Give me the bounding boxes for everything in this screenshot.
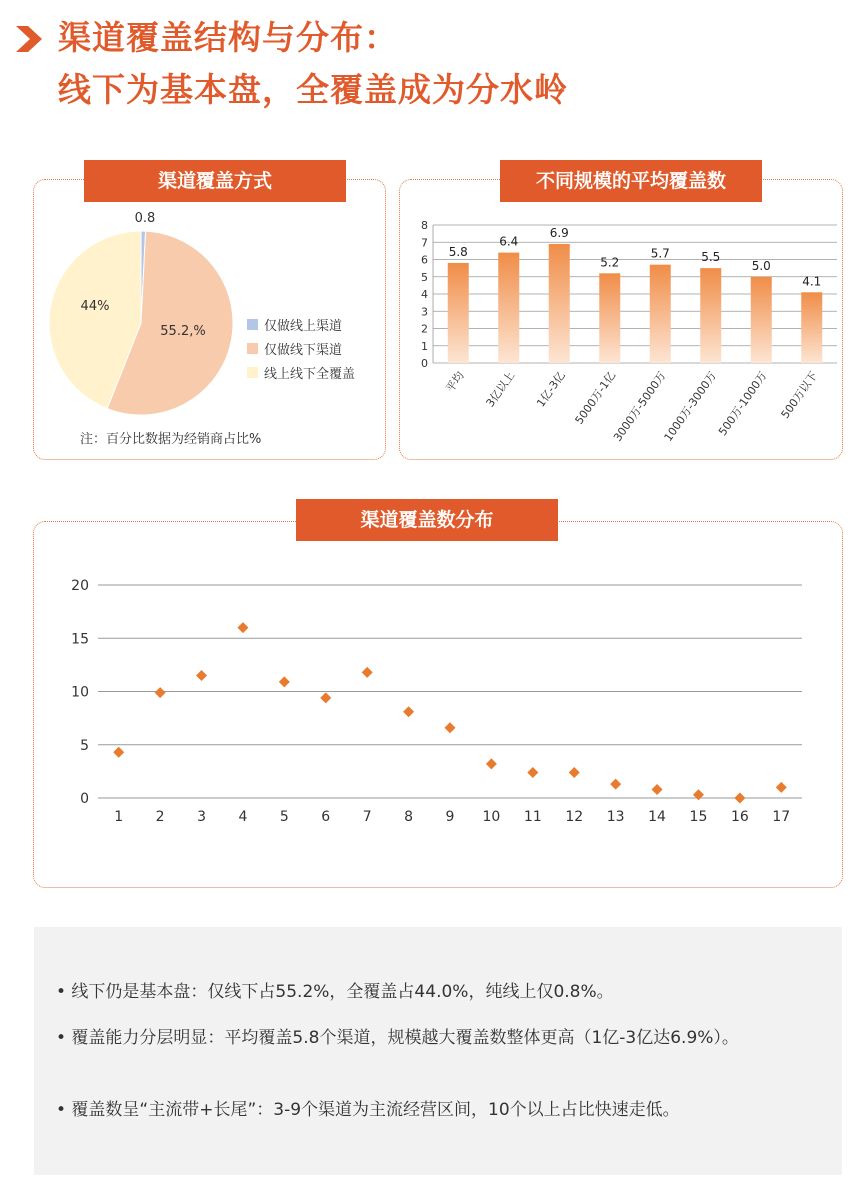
y-tick-label: 2 [421,322,428,336]
x-tick-label: 4 [238,809,248,825]
y-tick-label: 8 [421,219,428,232]
bar-data-label: 6.9 [549,225,569,240]
scatter-point [693,789,704,800]
scatter-point [403,706,414,717]
bar [498,253,519,363]
pie-note: 注：百分比数据为经销商占比% [80,432,262,447]
x-tick-label: 1000万-3000万 [661,369,720,444]
y-tick-label: 0 [80,791,89,807]
scatter-point [320,692,331,703]
scatter-point [652,784,663,795]
bar [448,263,469,363]
bar [751,277,772,363]
bar-data-label: 4.1 [802,274,822,289]
bar-panel-title: 不同规模的平均覆盖数 [500,160,762,202]
bar [549,244,570,363]
scatter-point [610,779,621,790]
scatter-point [196,670,207,681]
pie-legend [247,312,355,384]
scatter-point [155,687,166,698]
legend-item-online [247,312,355,336]
y-tick-label: 1 [421,339,428,353]
bar-data-label: 5.5 [701,250,721,265]
legend-item-full [247,360,355,384]
bar [801,292,822,363]
pie-chart [40,200,250,425]
x-tick-label: 5000万-1亿 [572,369,619,427]
x-tick-label: 9 [445,809,455,825]
scatter-point [362,667,373,678]
summary-bullet-2: • 覆盖能力分层明显：平均覆盖5.8个渠道，规模越大覆盖数整体更高（1亿-3亿达6.9%）。 [56,1028,739,1048]
legend-label: 仅做线上渠道 [264,318,343,334]
y-tick-label: 7 [421,236,428,250]
legend-item-offline [247,336,355,360]
legend-swatch [247,319,258,330]
x-tick-label: 11 [523,809,542,825]
chevron-right-icon [14,24,44,54]
bar-data-label: 6.4 [499,234,519,249]
x-tick-label: 5 [279,809,289,825]
x-tick-label: 16 [730,809,749,825]
x-tick-label: 2 [155,809,165,825]
x-tick-label: 1亿-3亿 [534,369,568,410]
x-tick-label: 12 [565,809,584,825]
summary-bullet-3: • 覆盖数呈“主流带+长尾”：3-9个渠道为主流经营区间，10个以上占比快速走低。 [56,1100,680,1120]
scatter-point [776,782,787,793]
y-tick-label: 3 [421,305,428,319]
x-tick-label: 500万-1000万 [716,369,770,439]
x-tick-label: 17 [772,809,791,825]
pie-label: 55.2,% [160,324,206,339]
scatter-point [734,793,745,804]
scatter-point [445,722,456,733]
scatter-point [486,758,497,769]
bar-data-label: 5.7 [650,246,670,261]
pie-label: 0.8 [134,211,156,226]
y-tick-label: 5 [421,270,428,284]
bar [650,265,671,363]
x-tick-label: 平均 [443,369,467,395]
scatter-point [279,676,290,687]
scatter-chart [50,570,820,835]
summary-box [34,927,842,1175]
pie-label: 44% [80,299,110,314]
scatter-point [527,767,538,778]
pie-panel-title: 渠道覆盖方式 [84,160,346,202]
x-tick-label: 500万以下 [778,369,821,421]
scatter-point [113,747,124,758]
x-tick-label: 3亿以上 [483,369,518,410]
y-tick-label: 5 [80,737,89,754]
summary-bullet-1: • 线下仍是基本盘：仅线下占55.2%，全覆盖占44.0%，纯线上仅0.8%。 [56,982,614,1002]
x-tick-label: 13 [606,809,625,825]
x-tick-label: 14 [648,809,666,825]
scatter-point [237,622,248,633]
bar [599,273,620,363]
scatter-panel-title: 渠道覆盖数分布 [296,499,558,541]
y-tick-label: 0 [421,357,428,370]
x-tick-label: 10 [482,809,501,825]
x-tick-label: 1 [114,809,124,825]
x-tick-label: 3000万-5000万 [611,369,669,444]
legend-label: 线上线下全覆盖 [264,366,356,382]
legend-swatch [247,343,258,354]
bar [700,268,721,363]
bar-data-label: 5.8 [448,244,468,259]
y-tick-label: 20 [71,578,89,594]
y-tick-label: 6 [421,253,428,267]
x-tick-label: 3 [197,809,206,825]
y-tick-label: 4 [421,288,428,301]
scatter-point [569,767,580,778]
x-tick-label: 8 [404,809,414,825]
x-tick-label: 6 [321,809,331,825]
bar-data-label: 5.2 [600,255,620,270]
title-line-1: 渠道覆盖结构与分布： [58,18,398,57]
legend-swatch [247,367,258,378]
y-tick-label: 15 [71,631,89,648]
legend-label: 仅做线下渠道 [264,342,343,358]
title-line-2: 线下为基本盘，全覆盖成为分水岭 [58,70,568,109]
bar-data-label: 5.0 [751,258,771,273]
y-tick-label: 10 [71,684,89,701]
x-tick-label: 7 [362,809,372,825]
x-tick-label: 15 [689,809,708,825]
bar-chart [405,210,840,455]
